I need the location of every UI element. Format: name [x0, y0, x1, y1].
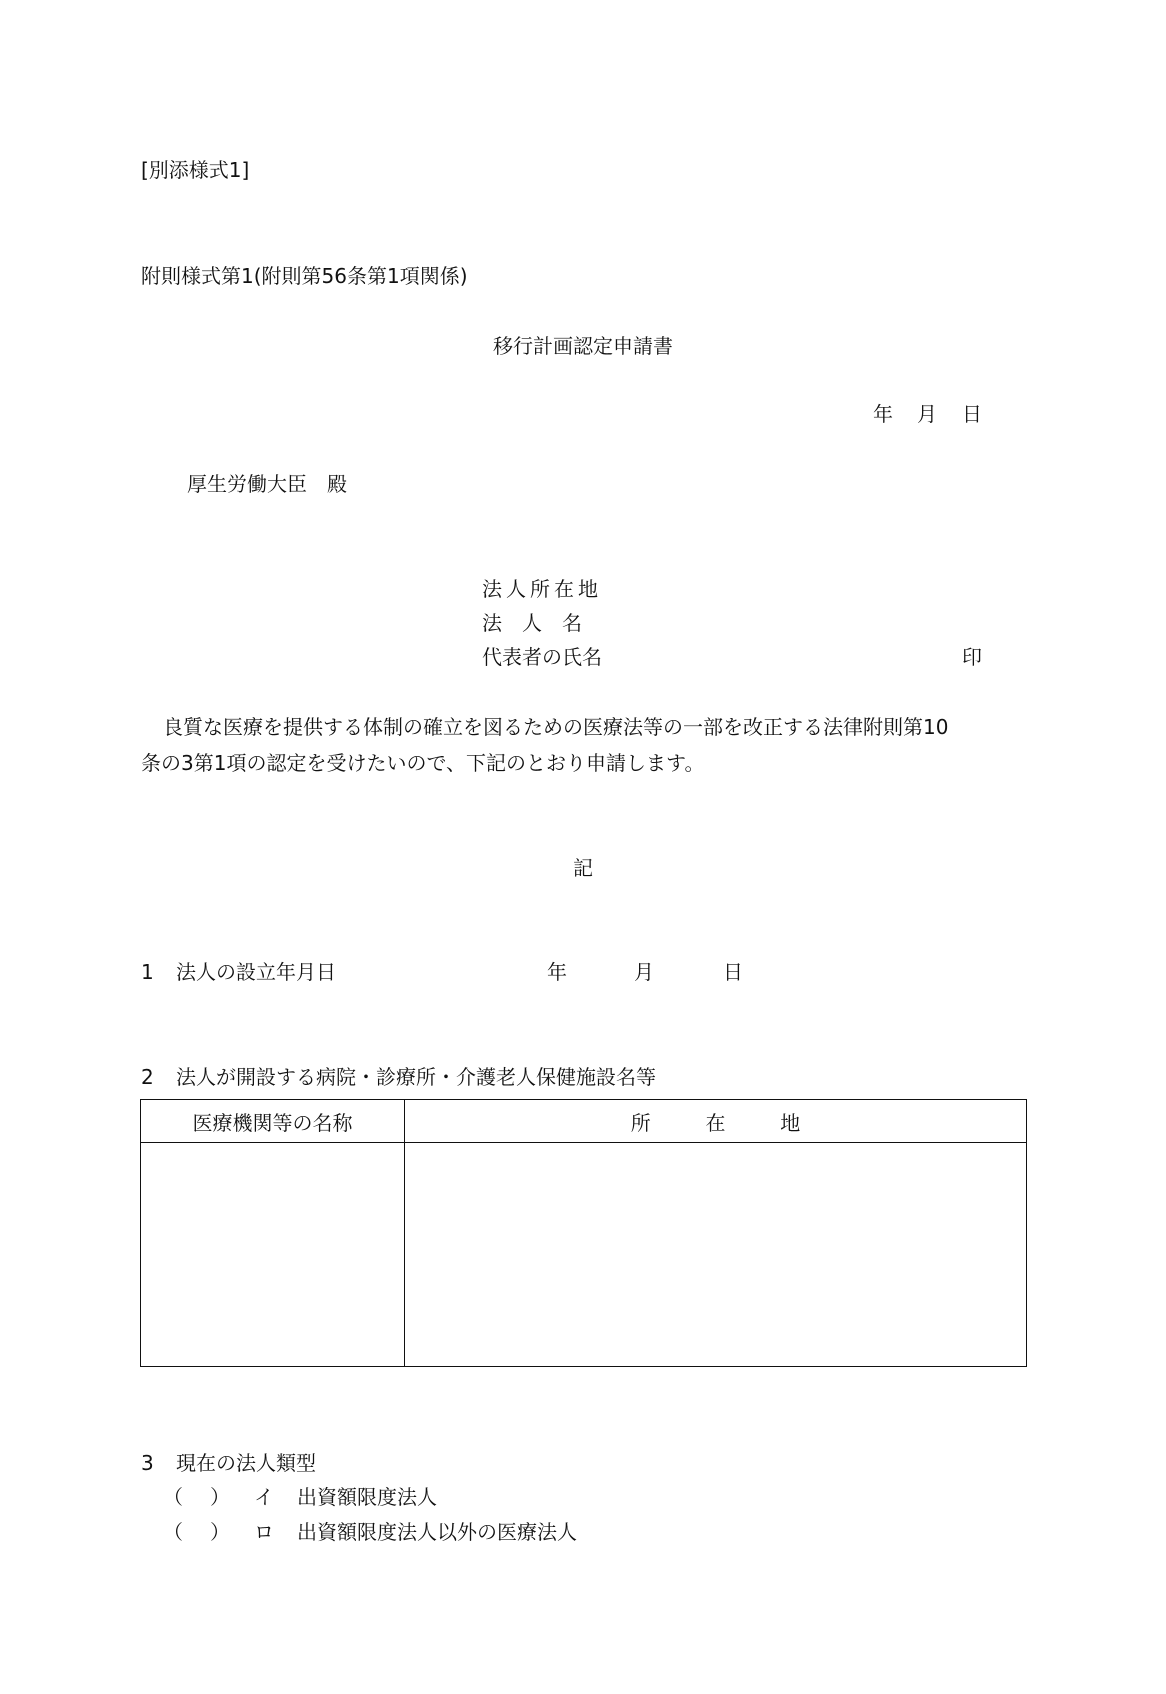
- header-location-char-3: 地: [780, 1110, 801, 1135]
- date-month-label: 月: [917, 402, 937, 426]
- facility-name-cell: [141, 1143, 405, 1367]
- facility-location-cell: [405, 1143, 1027, 1367]
- table-row: [141, 1143, 1027, 1367]
- ki-heading: 記: [573, 856, 593, 880]
- item1-month-label: 月: [634, 960, 654, 984]
- item3-number: 3: [141, 1451, 154, 1475]
- item3-label: 現在の法人類型: [176, 1451, 316, 1475]
- representative-name-label: 代表者の氏名: [482, 645, 602, 669]
- seal-mark: 印: [962, 645, 982, 669]
- form-reference: [別添様式1]: [141, 158, 250, 182]
- option-ro-paren-close: ）: [210, 1520, 230, 1544]
- header-location: [405, 1100, 1027, 1143]
- facilities-table: [140, 1099, 1027, 1367]
- addressee: 厚生労働大臣 殿: [187, 472, 347, 496]
- form-basis: 附則様式第1(附則第56条第1項関係): [141, 264, 468, 288]
- option-ro-text: 出資額限度法人以外の医療法人: [297, 1520, 577, 1544]
- item1-day-label: 日: [723, 960, 743, 984]
- table-header-row: [141, 1100, 1027, 1143]
- item2-label: 法人が開設する病院・診療所・介護老人保健施設名等: [176, 1065, 656, 1089]
- corporation-address-label: 法人所在地: [482, 577, 602, 601]
- date-day-label: 日: [962, 402, 982, 426]
- header-location-char-1: 所: [630, 1110, 651, 1135]
- header-location-char-2: 在: [705, 1110, 726, 1135]
- item2-number: 2: [141, 1065, 154, 1089]
- corporation-name-label: 法 人 名: [482, 611, 582, 635]
- option-i-marker: イ: [254, 1485, 274, 1509]
- item1-label: 法人の設立年月日: [176, 960, 336, 984]
- option-i-text: 出資額限度法人: [297, 1485, 437, 1509]
- body-text-line-1: 良質な医療を提供する体制の確立を図るための医療法等の一部を改正する法律附則第10: [163, 715, 949, 739]
- header-facility-name: 医療機関等の名称: [141, 1100, 405, 1143]
- option-ro-marker: ロ: [254, 1520, 274, 1544]
- item1-year-label: 年: [547, 960, 567, 984]
- option-i-paren-close: ）: [210, 1485, 230, 1509]
- option-i-paren-open: （: [163, 1485, 183, 1509]
- item1-number: 1: [141, 960, 154, 984]
- body-text-line-2: 条の3第1項の認定を受けたいので、下記のとおり申請します。: [141, 751, 705, 775]
- option-ro-paren-open: （: [163, 1520, 183, 1544]
- document-title: 移行計画認定申請書: [493, 334, 673, 358]
- date-year-label: 年: [873, 402, 893, 426]
